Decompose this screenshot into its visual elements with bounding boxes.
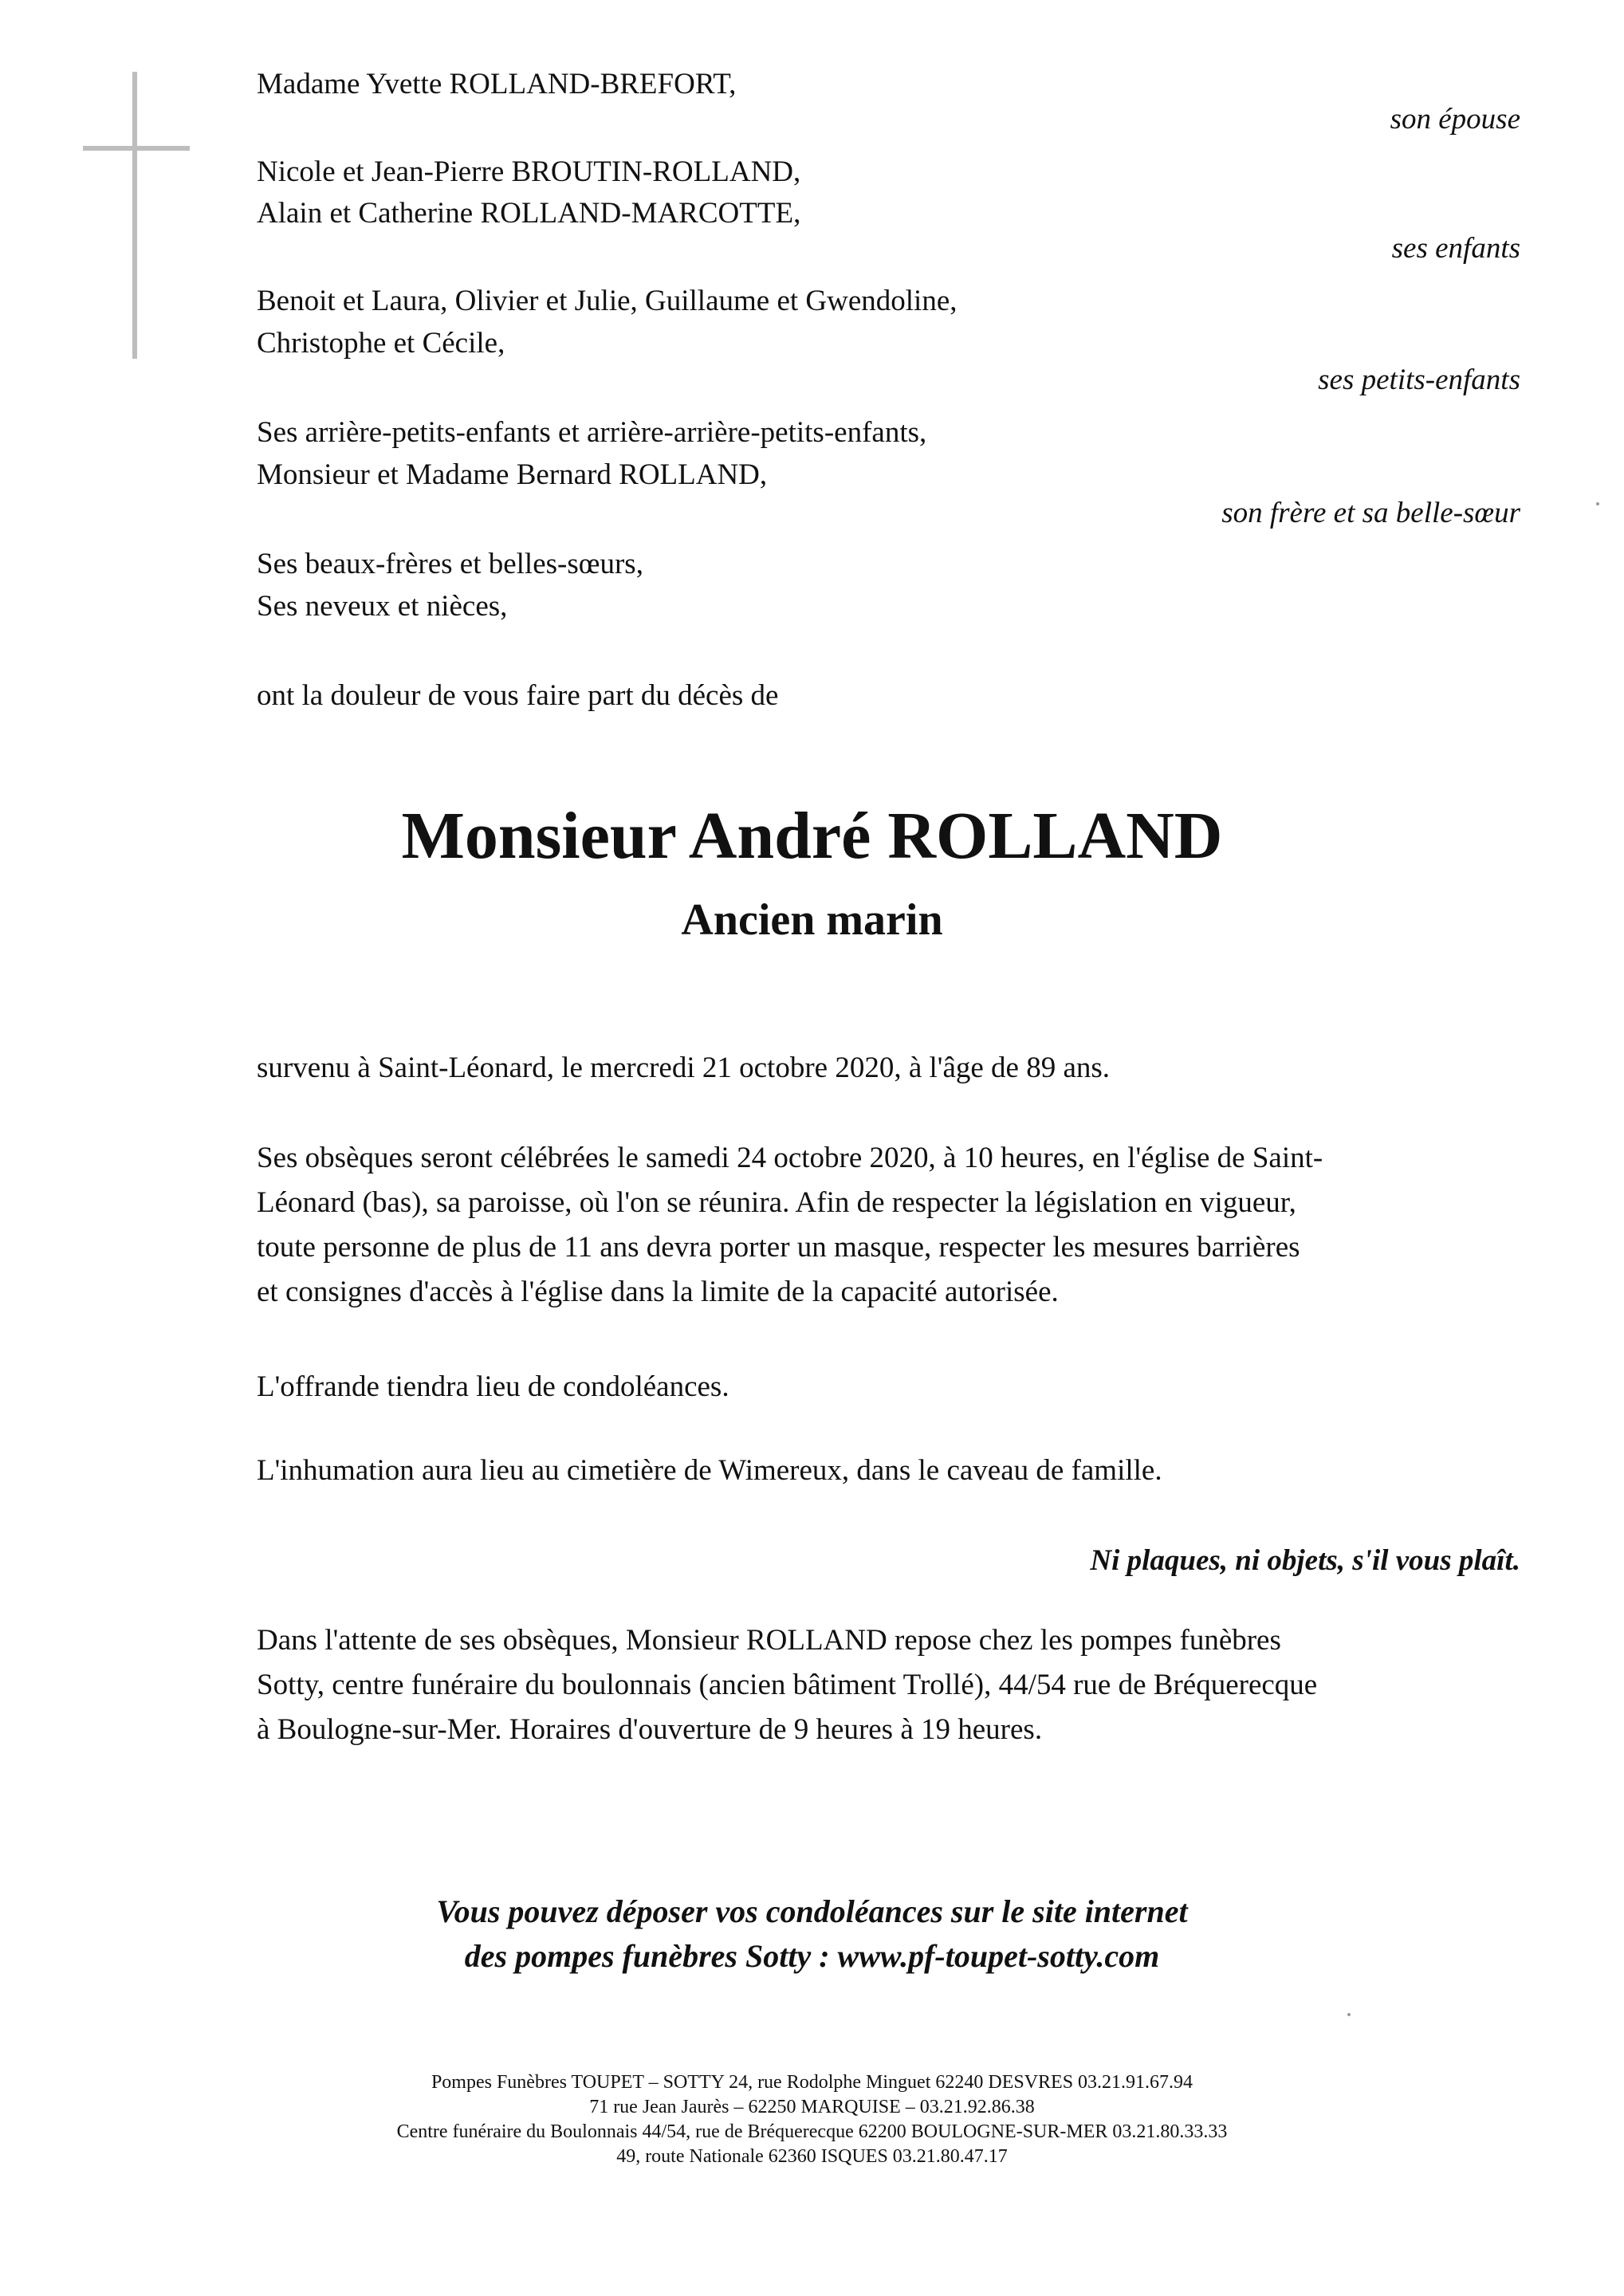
scan-speck — [1596, 502, 1599, 505]
family-line: Ses beaux-frères et belles-sœurs, — [257, 548, 643, 580]
role-label: ses enfants — [1391, 232, 1520, 265]
paragraph-line: et consignes d'accès à l'église dans la limite de la capacité autorisée. — [257, 1276, 1059, 1308]
paragraph-line: Dans l'attente de ses obsèques, Monsieur ROLLAND repose chez les pompes funèbres — [257, 1624, 1281, 1657]
family-line: Benoit et Laura, Olivier et Julie, Guillaume et Gwendoline, — [257, 285, 957, 317]
family-line: Christophe et Cécile, — [257, 327, 505, 360]
family-line: Ses neveux et nièces, — [257, 590, 508, 623]
paragraph-line: Ses obsèques seront célébrées le samedi 24 octobre 2020, à 10 heures, en l'église de Saint- — [257, 1142, 1323, 1174]
role-label: son frère et sa belle-sœur — [1221, 497, 1520, 529]
footer-line: 71 rue Jean Jaurès – 62250 MARQUISE – 03.21.92.86.38 — [589, 2097, 1035, 2117]
scan-speck — [1347, 2013, 1351, 2016]
deceased-name: Monsieur André ROLLAND — [401, 799, 1223, 873]
condolences-line: Vous pouvez déposer vos condoléances sur le site internet — [436, 1893, 1188, 1929]
role-label: son épouse — [1390, 103, 1520, 136]
burial-text: L'inhumation aura lieu au cimetière de Wimereux, dans le caveau de famille. — [257, 1454, 1162, 1487]
condolences-line[interactable]: des pompes funèbres Sotty : www.pf-toupet-sotty.com — [464, 1938, 1160, 1974]
family-line: Madame Yvette ROLLAND-BREFORT, — [257, 68, 737, 100]
condolences-notice — [0, 1889, 1624, 1979]
paragraph-line: Sotty, centre funéraire du boulonnais (ancien bâtiment Trollé), 44/54 rue de Bréquerecque — [257, 1669, 1318, 1701]
family-line: Ses arrière-petits-enfants et arrière-arrière-petits-enfants, — [257, 416, 927, 449]
footer-line: Pompes Funèbres TOUPET – SOTTY 24, rue Rodolphe Minguet 62240 DESVRES 03.21.91.67.94 — [431, 2072, 1193, 2093]
paragraph-line: toute personne de plus de 11 ans devra porter un masque, respecter les mesures barrières — [257, 1231, 1300, 1264]
paragraph-line: à Boulogne-sur-Mer. Horaires d'ouverture de 9 heures à 19 heures. — [257, 1713, 1043, 1746]
repose-paragraph — [257, 1618, 1524, 1752]
funeral-paragraph — [257, 1136, 1524, 1315]
death-notice: survenu à Saint-Léonard, le mercredi 21 octobre 2020, à l'âge de 89 ans. — [257, 1052, 1111, 1084]
family-line: Alain et Catherine ROLLAND-MARCOTTE, — [257, 197, 801, 230]
footer-line: 49, route Nationale 62360 ISQUES 03.21.80.47.17 — [616, 2146, 1008, 2167]
paragraph-line: Léonard (bas), sa paroisse, où l'on se réunira. Afin de respecter la législation en vigueur, — [257, 1186, 1296, 1219]
footer-line: Centre funéraire du Boulonnais 44/54, rue de Bréquerecque 62200 BOULOGNE-SUR-MER 03.21.80.33.33 — [396, 2121, 1228, 2142]
cross-vertical-bar — [132, 72, 137, 359]
cross-horizontal-bar — [83, 146, 190, 151]
role-label: ses petits-enfants — [1318, 364, 1520, 396]
offering-text: L'offrande tiendra lieu de condoléances. — [257, 1370, 729, 1403]
deceased-title: Ancien marin — [681, 895, 943, 945]
family-line: Monsieur et Madame Bernard ROLLAND, — [257, 458, 768, 491]
no-flowers-notice: Ni plaques, ni objets, s'il vous plaît. — [1090, 1544, 1520, 1577]
intro-text: ont la douleur de vous faire part du décès de — [257, 679, 779, 712]
family-line: Nicole et Jean-Pierre BROUTIN-ROLLAND, — [257, 155, 801, 188]
funeral-home-footer — [0, 2070, 1624, 2169]
